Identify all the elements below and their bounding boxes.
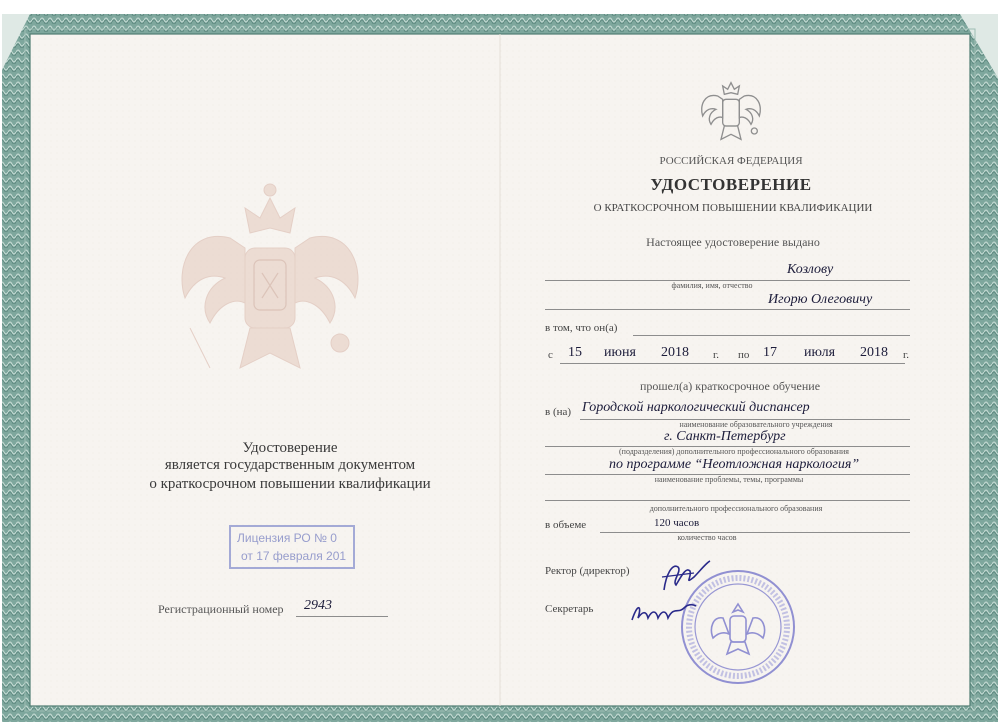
rector-label: Ректор (директор) [545,565,630,577]
dpo-caption: дополнительного профессионального образования [649,504,823,513]
program-caption: наименование проблемы, темы, программы [654,475,804,484]
division-caption: (подразделения) дополнительного профессионального образования [619,447,849,456]
reg-number-line [296,616,388,617]
rector-signature [654,555,714,595]
date-from-year: 2018 [661,345,689,360]
reg-number-value: 2943 [304,598,332,613]
date-from-prefix: с [548,349,553,361]
document-title: УДОСТОВЕРЕНИЕ [650,175,812,194]
date-to-day: 17 [763,345,777,360]
volume-label: в объеме [545,519,587,531]
date-from-day: 15 [568,345,582,360]
document-subtitle: О КРАТКОСРОЧНОМ ПОВЫШЕНИИ КВАЛИФИКАЦИИ [593,202,873,214]
date-to-year-suffix: г. [903,349,910,361]
license-stamp-line2: от 17 февраля 201 [241,549,347,563]
institution-caption: наименование образовательного учреждения [679,420,833,429]
volume-line [600,532,910,533]
program-value: по программе “Неотложная наркология” [609,457,860,472]
city-value: г. Санкт-Петербург [664,429,786,444]
date-to-prefix: по [738,349,750,361]
name-line [545,309,910,310]
secretary-signature [628,598,698,628]
date-to-month: июля [804,345,836,360]
coat-of-arms-icon [696,76,766,146]
license-stamp-line1: Лицензия РО № 0 [237,531,337,545]
coat-of-arms-icon [170,178,370,388]
dates-line [560,363,905,364]
name-patronymic-value: Игорю Олеговичу [768,292,873,307]
issued-to-label: Настоящее удостоверение выдано [646,235,820,249]
hours-caption: количество часов [677,533,737,542]
surname-value: Козлову [787,262,834,277]
secretary-label: Секретарь [545,603,594,615]
date-to-year: 2018 [860,345,888,360]
country-heading: РОССИЙСКАЯ ФЕДЕРАЦИЯ [659,155,803,167]
left-caption-line1: Удостоверение [242,440,338,456]
in-label: в (на) [545,406,572,418]
in-that-line [633,335,910,336]
date-from-month: июня [604,345,636,360]
reg-number-label: Регистрационный номер [158,602,284,616]
license-stamp [229,525,355,569]
institution-value: Городской наркологический диспансер [582,400,810,415]
in-that-label: в том, что он(а) [545,322,618,334]
hours-value: 120 часов [654,517,700,529]
date-from-year-suffix: г. [713,349,720,361]
completed-label: прошел(а) краткосрочное обучение [639,379,821,393]
left-caption-line2: является государственным документом [164,457,416,473]
dpo-line [545,500,910,501]
fio-caption: фамилия, имя, отчество [671,281,753,290]
left-caption-line3: о краткосрочном повышении квалификации [149,476,431,492]
